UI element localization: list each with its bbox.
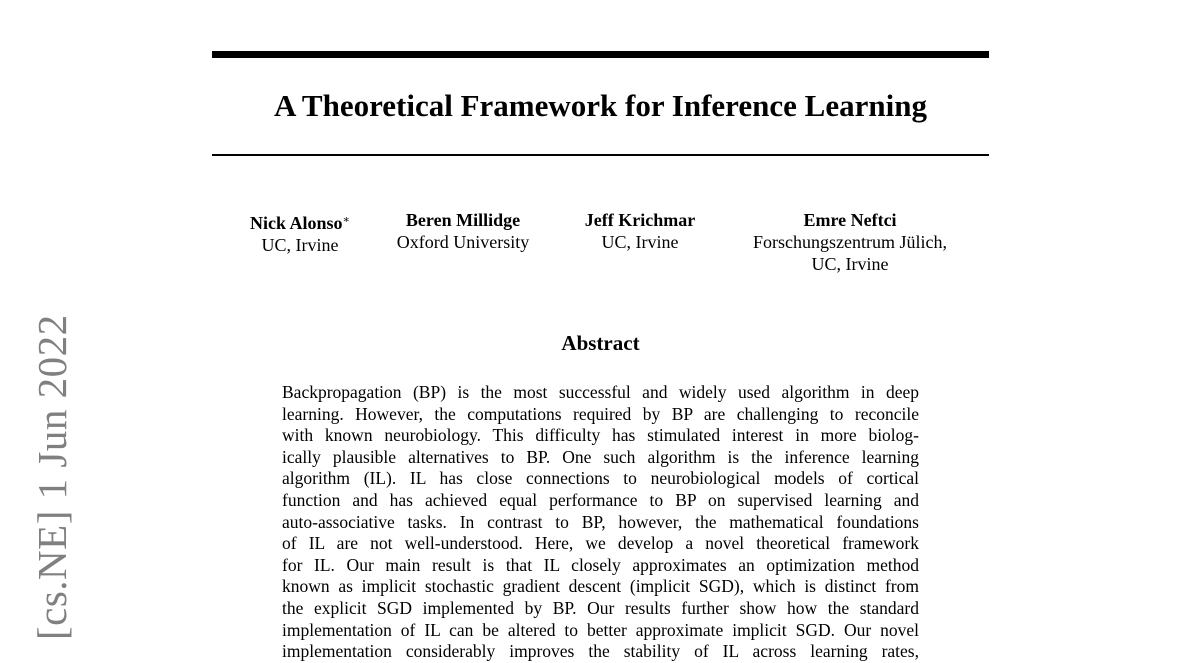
author-name: Nick Alonso∗: [249, 213, 350, 233]
abstract-line: of IL are not well-understood. Here, we develop a novel theoretical framework: [282, 533, 919, 554]
author-name: Emre Neftci: [803, 210, 897, 230]
author-affiliation: UC, Irvine: [261, 235, 339, 255]
abstract-line: auto-associative tasks. In contrast to BP, however, the mathematical foundations: [282, 511, 919, 532]
abstract-line: function and has achieved equal performance to BP on supervised learning and: [282, 489, 919, 510]
author-block: [384, 209, 542, 253]
abstract-line: algorithm (IL). IL has close connections to neurobiological models of cortical: [282, 468, 919, 489]
corresponding-author-marker: ∗: [342, 214, 350, 226]
author-affiliation: Forschungszentrum Jülich,: [753, 232, 947, 252]
title-bottom-rule: [212, 154, 989, 156]
paper-title: A Theoretical Framework for Inference Learning: [274, 88, 927, 123]
abstract-line: known as implicit stochastic gradient descent (implicit SGD), which is distinct from: [282, 576, 919, 597]
abstract-line: ically plausible alternatives to BP. One such algorithm is the inference learning: [282, 446, 919, 467]
author-block: [238, 209, 362, 256]
author-affiliation: UC, Irvine: [811, 254, 889, 274]
author-affiliation: Oxford University: [396, 232, 530, 252]
author-name: Jeff Krichmar: [584, 210, 696, 230]
abstract-body: [282, 382, 919, 663]
arxiv-identifier-stamp: [cs.NE] 1 Jun 2022: [29, 314, 75, 640]
author-block: [570, 209, 710, 253]
abstract-line: for IL. Our main result is that IL closely approximates an optimization method: [282, 554, 919, 575]
abstract-line: Backpropagation (BP) is the most successful and widely used algorithm in deep: [282, 382, 919, 402]
abstract-heading: Abstract: [561, 331, 640, 355]
title-top-rule: [212, 51, 989, 58]
abstract-line: with known neurobiology. This difficulty has stimulated interest in more biolog-: [282, 425, 919, 446]
abstract-line: the explicit SGD implemented by BP. Our results further show how the standard: [282, 597, 919, 618]
abstract-line: implementation considerably improves the stability of IL across learning rates,: [282, 641, 919, 662]
author-name: Beren Millidge: [405, 210, 521, 230]
abstract-line: learning. However, the computations required by BP are challenging to reconcile: [282, 403, 919, 424]
abstract-line: implementation of IL can be altered to better approximate implicit SGD. Our novel: [282, 619, 919, 640]
author-block: [732, 209, 968, 275]
author-affiliation: UC, Irvine: [601, 232, 679, 252]
